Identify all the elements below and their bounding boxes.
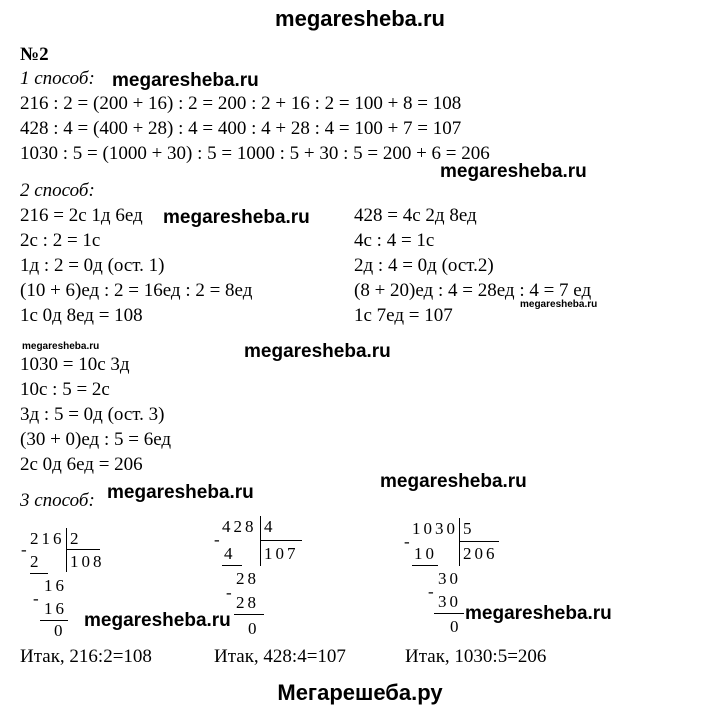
divisor: 4 (264, 517, 276, 536)
method2-left-line: 2с : 2 = 1с (20, 230, 101, 251)
remainder: 0 (54, 621, 66, 640)
minus-sign: - (428, 582, 437, 601)
divisor: 5 (463, 519, 475, 538)
method2-right-line: 2д : 4 = 0д (ост.2) (354, 255, 494, 276)
method2-right-line: (8 + 20)ед : 4 = 28ед : 4 = 7 ед (354, 280, 592, 301)
quotient: 108 (70, 552, 105, 571)
method2-left-line: (10 + 6)ед : 2 = 16ед : 2 = 8ед (20, 280, 253, 301)
dividend: 1030 (412, 519, 458, 538)
method2-left-line: 1с 0д 8ед = 108 (20, 305, 143, 326)
partial-remainder: 16 (44, 576, 67, 595)
subtraction-line (222, 565, 242, 566)
method2-bottom-line: 10с : 5 = 2с (20, 379, 110, 400)
divider-vertical (260, 516, 261, 566)
subtraction-line (30, 573, 48, 574)
method2-bottom-line: 1030 = 10с 3д (20, 354, 130, 375)
quotient: 206 (463, 544, 498, 563)
header-site-title: megaresheba.ru (275, 6, 445, 31)
conclusion-216: Итак, 216:2=108 (20, 646, 152, 667)
minus-sign: - (214, 530, 223, 549)
minus-sign: - (404, 532, 413, 551)
divisor: 2 (70, 529, 82, 548)
subtraction-line (412, 565, 438, 566)
minus-sign: - (226, 583, 235, 602)
dividend: 428 (222, 517, 257, 536)
method2-bottom-line: (30 + 0)ед : 5 = 6ед (20, 429, 172, 450)
subtrahend: 10 (414, 544, 437, 563)
watermark: megaresheba.ru (380, 471, 527, 492)
subtrahend: 4 (224, 544, 236, 563)
method2-right-line: 428 = 4с 2д 8ед (354, 205, 477, 226)
watermark-small: megaresheba.ru (520, 299, 598, 310)
watermark: megaresheba.ru (244, 341, 391, 362)
method2-bottom-line: 3д : 5 = 0д (ост. 3) (20, 404, 165, 425)
footer-site-title: Мегарешеба.ру (277, 680, 443, 705)
subtrahend: 30 (438, 592, 461, 611)
conclusion-428: Итак, 428:4=107 (214, 646, 346, 667)
divider-vertical (66, 528, 67, 572)
method3-title: 3 способ: (20, 490, 95, 511)
divider-horizontal (459, 541, 499, 542)
subtrahend: 28 (236, 593, 259, 612)
method2-title: 2 способ: (20, 180, 95, 201)
method1-line: 216 : 2 = (200 + 16) : 2 = 200 : 2 + 16 : 2 = 100 + 8 = 108 (20, 93, 462, 114)
partial-remainder: 30 (438, 569, 461, 588)
watermark: megaresheba.ru (163, 207, 310, 228)
method2-left-line: 216 = 2с 1д 6ед (20, 205, 143, 226)
remainder: 0 (450, 617, 462, 636)
watermark: megaresheba.ru (107, 482, 254, 503)
method2-right-line: 1с 7ед = 107 (354, 305, 453, 326)
subtrahend: 2 (30, 552, 42, 571)
subtrahend: 16 (44, 599, 67, 618)
remainder: 0 (248, 619, 260, 638)
watermark-small: megaresheba.ru (22, 341, 100, 352)
dividend: 216 (30, 529, 65, 548)
method1-line: 1030 : 5 = (1000 + 30) : 5 = 1000 : 5 + 30 : 5 = 200 + 6 = 206 (20, 143, 490, 164)
method2-bottom-line: 2с 0д 6ед = 206 (20, 454, 143, 475)
problem-number: №2 (20, 44, 49, 65)
watermark: megaresheba.ru (465, 603, 612, 624)
divider-horizontal (260, 540, 302, 541)
quotient: 107 (264, 544, 299, 563)
watermark: megaresheba.ru (440, 161, 587, 182)
partial-remainder: 28 (236, 569, 259, 588)
watermark: megaresheba.ru (112, 70, 259, 91)
subtraction-line (234, 614, 264, 615)
conclusion-1030: Итак, 1030:5=206 (405, 646, 547, 667)
divider-vertical (459, 518, 460, 566)
divider-horizontal (66, 549, 100, 550)
method1-title: 1 способ: (20, 68, 95, 89)
minus-sign: - (33, 589, 42, 608)
method1-line: 428 : 4 = (400 + 28) : 4 = 400 : 4 + 28 : 4 = 100 + 7 = 107 (20, 118, 462, 139)
subtraction-line (434, 613, 464, 614)
method2-right-line: 4с : 4 = 1с (354, 230, 435, 251)
minus-sign: - (21, 540, 30, 559)
watermark: megaresheba.ru (84, 610, 231, 631)
method2-left-line: 1д : 2 = 0д (ост. 1) (20, 255, 165, 276)
